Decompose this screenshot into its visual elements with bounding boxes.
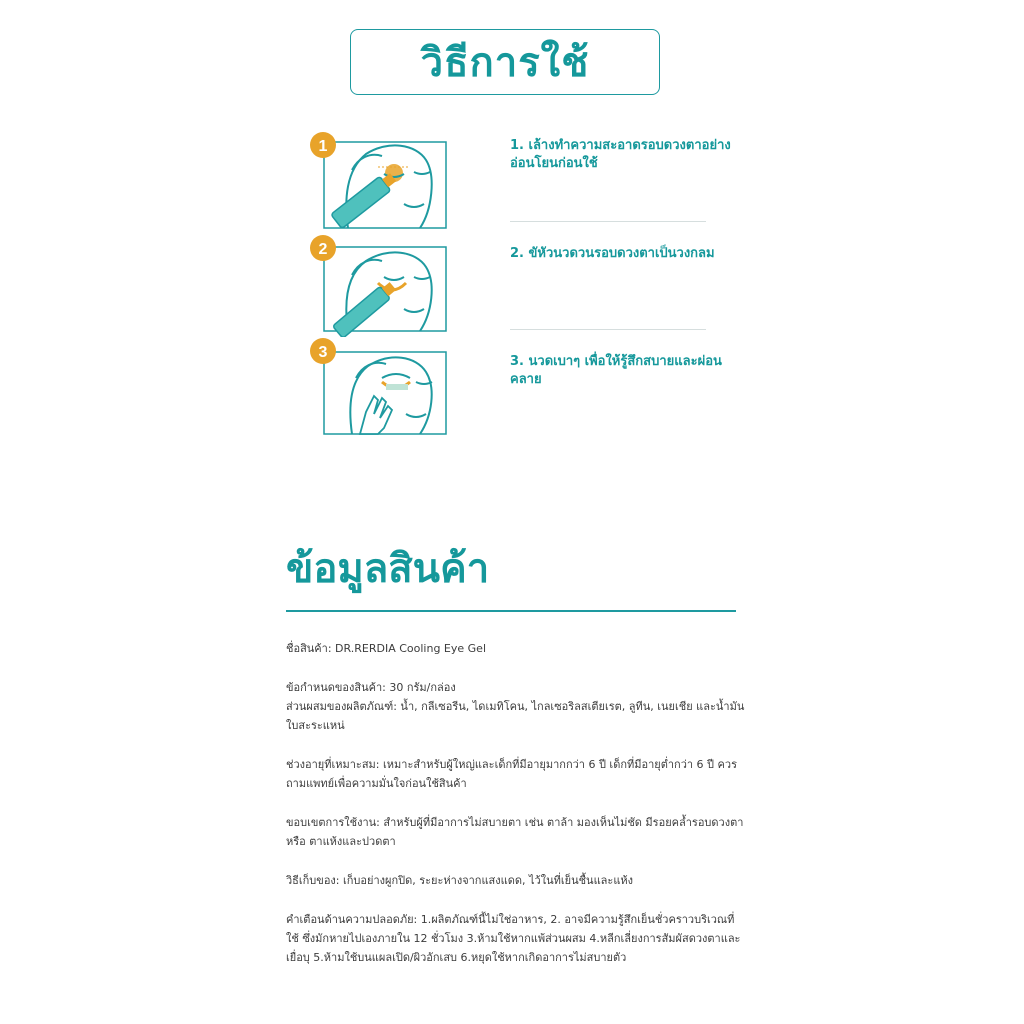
step-3-illustration (308, 336, 448, 440)
step-2-illustration (308, 233, 448, 337)
step-1-illustration (308, 130, 448, 234)
step-divider (510, 221, 706, 222)
product-warnings: คำเตือนด้านความปลอดภัย: 1.ผลิตภัณฑ์นี้ไม่ใช่อาหาร, 2. อาจมีความรู้สึกเย็นชั่วคราวบริเวณที่ใช้ ซึ่งมักหายไปเองภายใน 12 ชั่วโมง 3.ห้ามใช้หากแพ้ส่วนผสม 4.หลีกเลี่ยงการสัมผัสดวงตาและเยื่อบุ 5.ห้ามใช้บนแผลเปิด/ผิวอักเสบ 6.หยุดใช้หากเกิดอาการไม่สบายตัว (286, 913, 741, 964)
step-1-text: 1. เล้างทำความสะอาดรอบดวงตาอย่างอ่อนโยนก่อนใช้ (510, 138, 731, 171)
product-ingredients: ส่วนผสมของผลิตภัณฑ์: น้ำ, กลีเซอรีน, ไดเมทิโคน, ไกลเซอริลสเตียเรต, ลูทีน, เนยเชีย และน้ำมันใบสะระแหน่ (286, 700, 745, 732)
step-2-number: 2 (318, 241, 328, 258)
step-2-text: 2. ขัหัวนวดวนรอบดวงตาเป็นวงกลม (510, 246, 715, 261)
step-divider (510, 329, 706, 330)
step-3-number: 3 (318, 344, 328, 361)
usage-title: วิธีการใช้ (420, 40, 590, 86)
product-age-range: ช่วงอายุที่เหมาะสม: เหมาะสำหรับผู้ใหญ่และเด็กที่มีอายุมากกว่า 6 ปี เด็กที่มีอายุต่ำกว่า 6 ปี ควรถามแพทย์เพื่อความมั่นใจก่อนใช้สินค้า (286, 758, 737, 790)
step-3-text: 3. นวดเบาๆ เพื่อให้รู้สึกสบายและผ่อนคลาย (510, 354, 722, 387)
product-storage: วิธีเก็บของ: เก็บอย่างผูกปิด, ระยะห่างจากแสงแดด, ไว้ในที่เย็นชื้นและแห้ง (286, 874, 634, 887)
product-info-heading: ข้อมูลสินค้า (286, 546, 490, 592)
usage-title-box (350, 29, 660, 95)
step-1-number: 1 (318, 138, 328, 155)
product-usage-scope: ขอบเขตการใช้งาน: สำหรับผู้ที่มีอาการไม่สบายตา เช่น ตาล้า มองเห็นไม่ชัด มีรอยคล้ำรอบดวงตา หรือ ตาแห้งและปวดตา (286, 816, 744, 848)
product-spec: ข้อกำหนดของสินค้า: 30 กรัม/กล่อง (286, 681, 456, 694)
product-name: ชื่อสินค้า: DR.RERDIA Cooling Eye Gel (286, 642, 487, 655)
product-info-rule (286, 610, 736, 612)
